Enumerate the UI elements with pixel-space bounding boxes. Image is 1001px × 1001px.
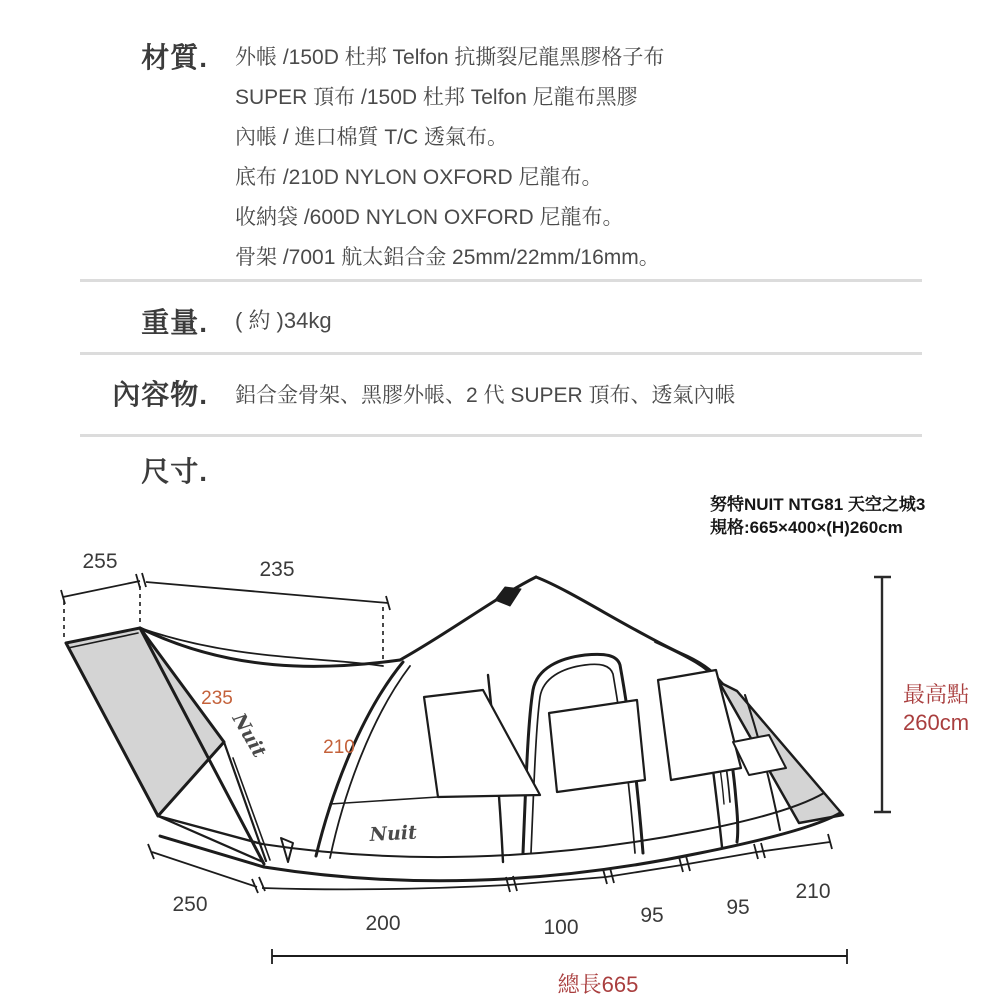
height-label: 最高點: [903, 682, 970, 707]
roof-dip-front: [140, 628, 400, 666]
dim-label-100: 100: [543, 916, 579, 939]
dim-line-250: [152, 852, 257, 887]
roof-right-of-peak: [536, 577, 719, 680]
material-section-label: 材質.: [141, 42, 208, 73]
dim-label-arch-210: 210: [323, 737, 355, 758]
skirt-bottom: [264, 813, 840, 881]
material-line: 內帳 / 進口棉質 T/C 透氣布。: [235, 126, 508, 149]
product-info: [710, 493, 925, 539]
material-line: SUPER 頂布 /150D 杜邦 Telfon 尼龍布黑膠: [235, 86, 638, 109]
material-line: 骨架 /7001 航太鋁合金 25mm/22mm/16mm。: [235, 246, 660, 269]
product-spec: 規格:665×400×(H)260cm: [710, 518, 903, 537]
height-value: 260cm: [903, 710, 970, 735]
dim-line-255: [63, 581, 140, 597]
tent-diagram: [0, 490, 1001, 1001]
contents-value: 鋁合金骨架、黑膠外帳、2 代 SUPER 頂布、透氣內帳: [235, 384, 736, 407]
dim-line-235: [146, 582, 388, 603]
height-dimension: [874, 577, 891, 812]
tick: [142, 573, 146, 587]
product-name: 努特NUIT NTG81 天空之城3: [710, 495, 926, 514]
door-window: [549, 700, 645, 792]
dim-label-200: 200: [365, 912, 401, 935]
contents-section-label: 內容物.: [112, 379, 208, 410]
stake-triangle: [281, 838, 293, 862]
tent-drawing: [66, 577, 843, 881]
divider: [80, 279, 922, 282]
divider: [80, 434, 922, 437]
dim-label-pole-235: 235: [201, 688, 233, 709]
roof-dip-back: [140, 628, 383, 666]
brand-logo-awning: Nuit: [227, 709, 271, 762]
weight-value: ( 約 )34kg: [235, 308, 332, 333]
dim-label-235-top: 235: [259, 558, 295, 581]
material-line: 收納袋 /600D NYLON OXFORD 尼龍布。: [235, 206, 624, 229]
dim-label-210: 210: [795, 880, 831, 903]
dim-label-255: 255: [82, 550, 118, 573]
dim-label-95a: 95: [640, 904, 664, 927]
window: [424, 690, 540, 797]
dim-label-95b: 95: [726, 896, 750, 919]
weight-section-label: 重量.: [141, 307, 208, 338]
material-line: 底布 /210D NYLON OXFORD 尼龍布。: [235, 166, 603, 189]
total-length-label: 總長665: [557, 972, 639, 997]
dim-chain: [262, 842, 830, 889]
material-lines: [235, 38, 664, 278]
brand-logo-skirt: Nuit: [369, 821, 418, 846]
size-section-label: 尺寸.: [141, 456, 208, 487]
dim-label-250: 250: [172, 893, 208, 916]
left-awning-panel: [66, 628, 224, 816]
peak-flag: [495, 587, 521, 606]
divider: [80, 352, 922, 355]
material-line: 外帳 /150D 杜邦 Telfon 抗撕裂尼龍黑膠格子布: [235, 46, 665, 69]
